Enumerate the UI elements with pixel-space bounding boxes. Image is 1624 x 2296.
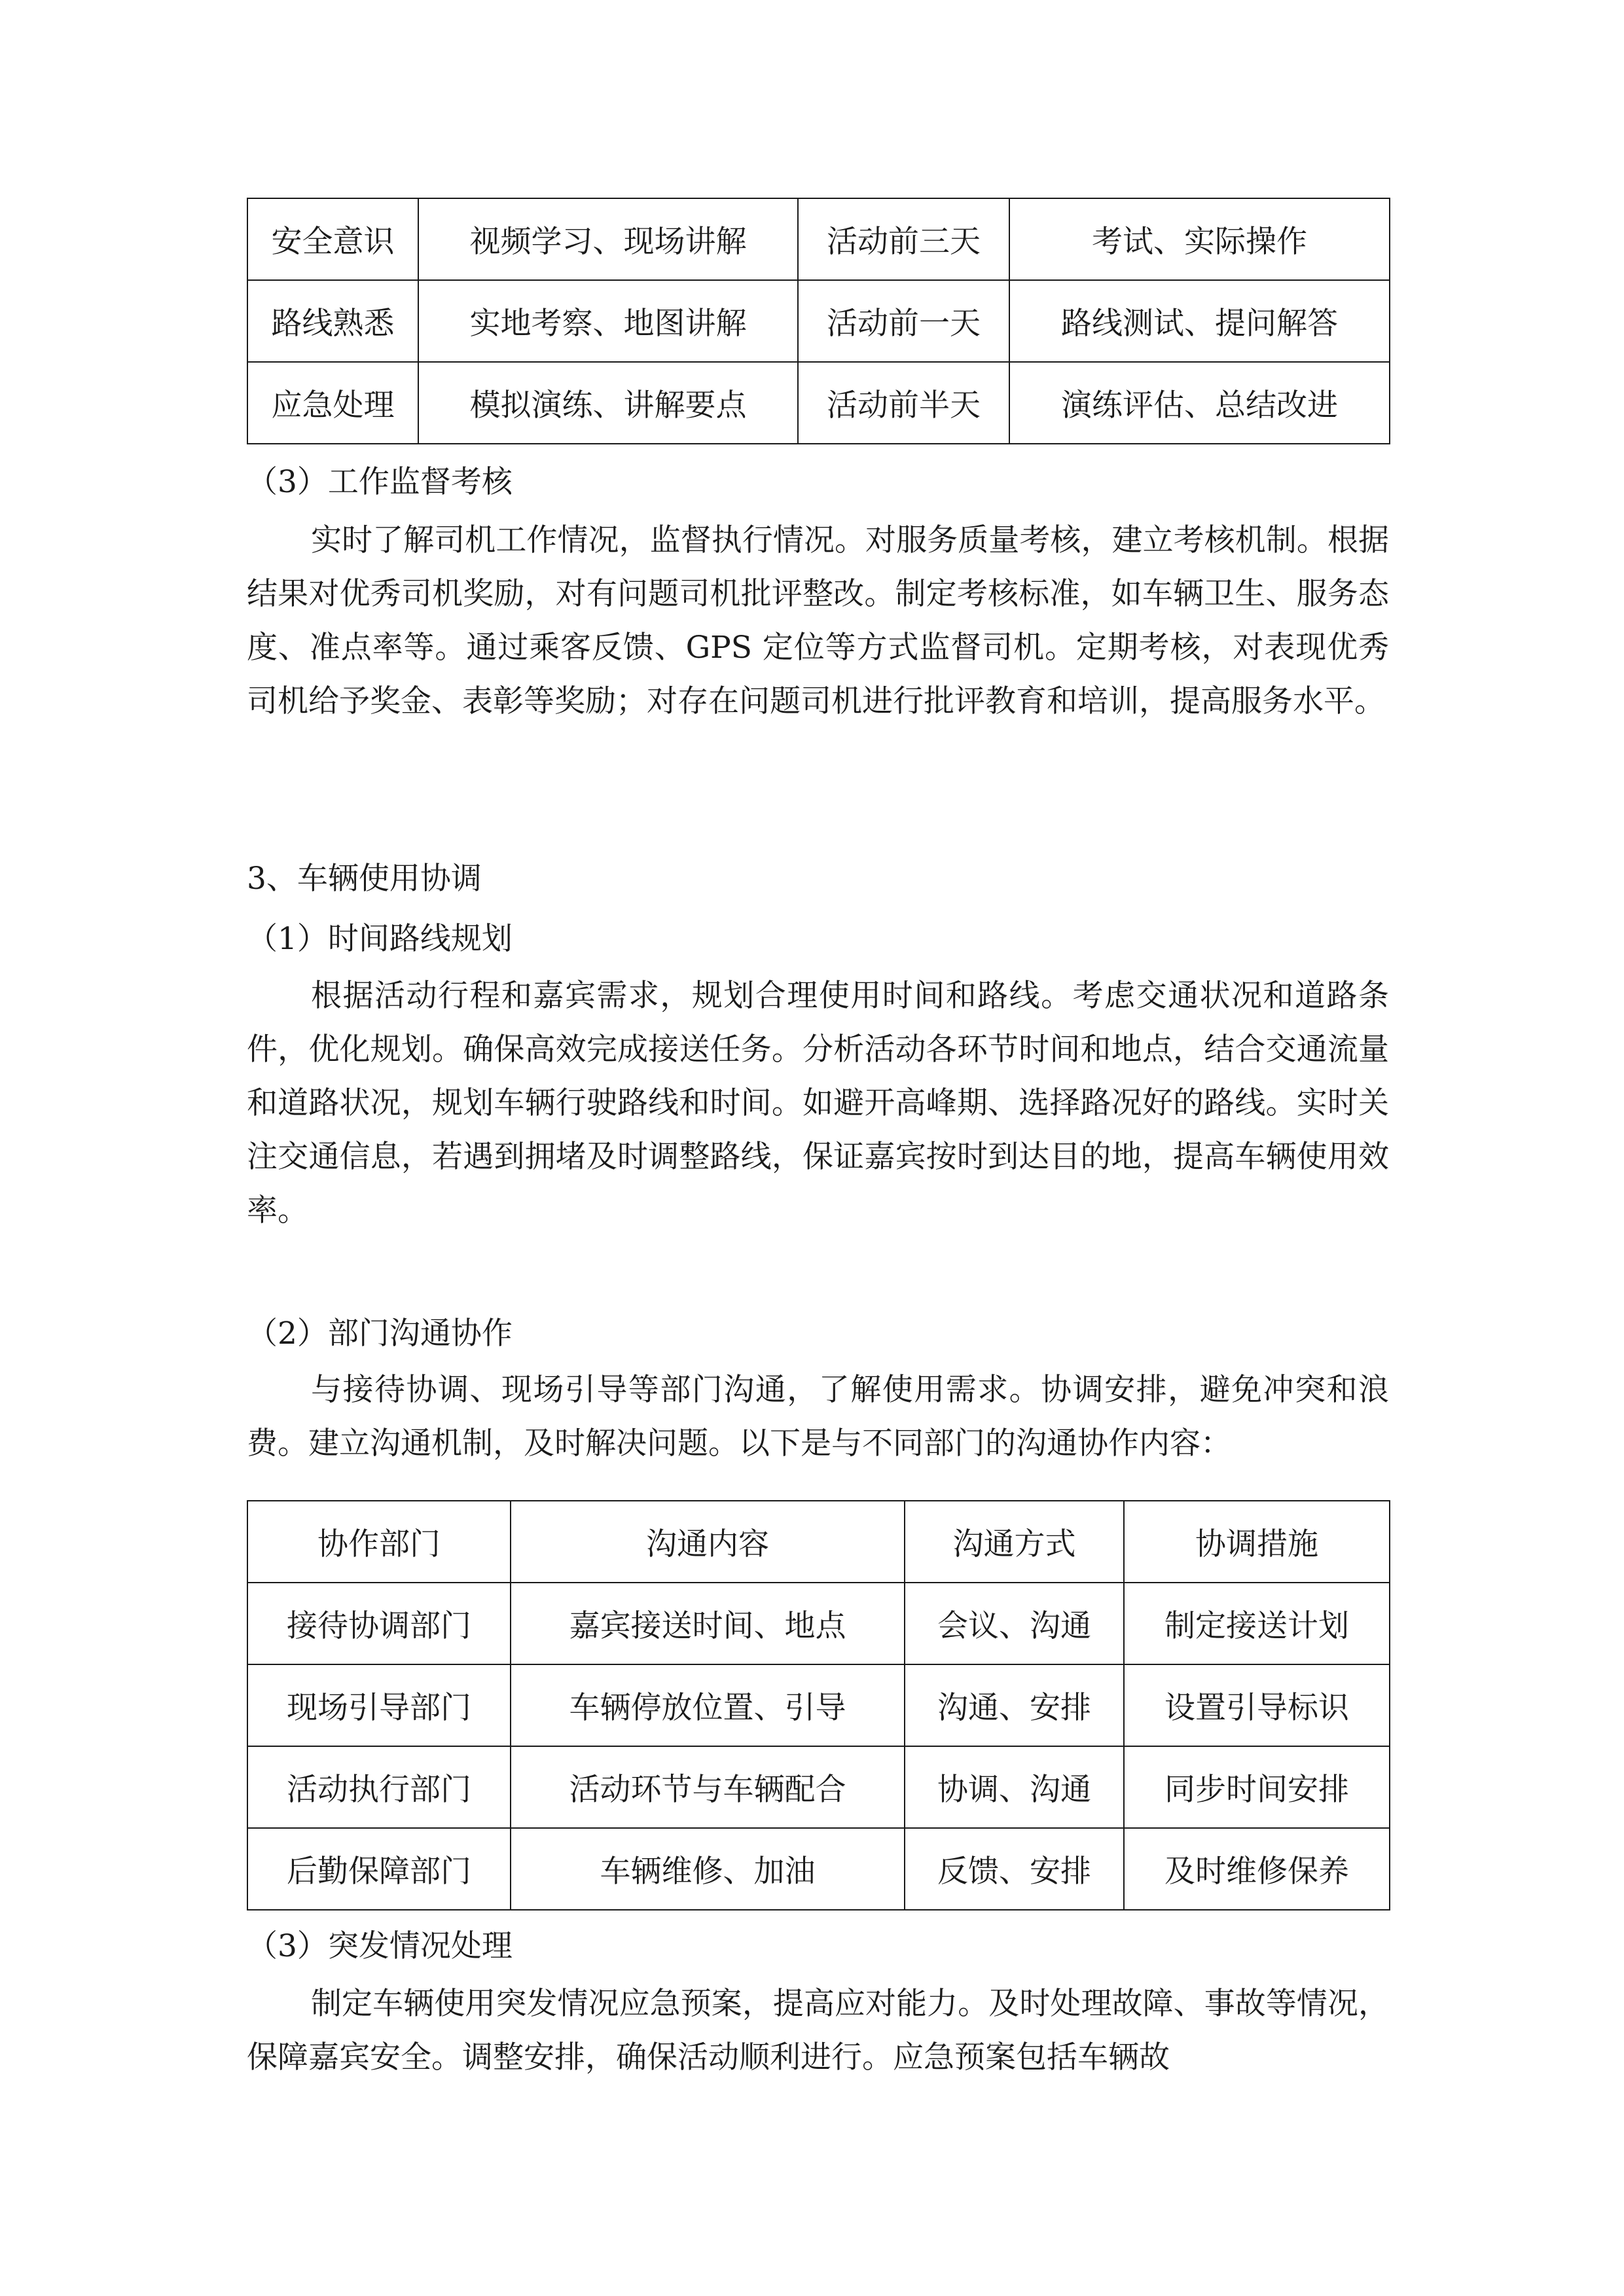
- paragraph-emergency: 制定车辆使用突发情况应急预案，提高应对能力。及时处理故障、事故等情况，保障嘉宾安全。调整安排，确保活动顺利进行。应急预案包括车辆故: [247, 1986, 1389, 2075]
- table-row: [247, 280, 1390, 362]
- table-cell: 后勤保障部门: [247, 1828, 511, 1910]
- section-heading-vehicle-coordination: 3、车辆使用协调: [247, 861, 482, 897]
- table-header-row: [247, 1501, 1390, 1583]
- table-cell: 同步时间安排: [1124, 1746, 1390, 1828]
- table-cell: 路线熟悉: [247, 280, 418, 362]
- table-cell: 模拟演练、讲解要点: [418, 362, 798, 444]
- table-cell: 活动前一天: [798, 280, 1009, 362]
- table-row: [247, 1746, 1390, 1828]
- table-row: [247, 1828, 1390, 1910]
- table-cell: 视频学习、现场讲解: [418, 198, 798, 280]
- column-header: 协作部门: [247, 1501, 511, 1583]
- table-cell: 接待协调部门: [247, 1583, 511, 1664]
- table-cell: 车辆停放位置、引导: [511, 1664, 905, 1746]
- column-header: 沟通方式: [905, 1501, 1124, 1583]
- training-table: [247, 198, 1390, 444]
- section-heading-supervision: （3）工作监督考核: [247, 464, 513, 500]
- table-cell: 应急处理: [247, 362, 418, 444]
- column-header: 协调措施: [1124, 1501, 1390, 1583]
- table-cell: 活动前半天: [798, 362, 1009, 444]
- table-cell: 嘉宾接送时间、地点: [511, 1583, 905, 1664]
- section-heading-department-communication: （2）部门沟通协作: [247, 1316, 513, 1352]
- table-cell: 制定接送计划: [1124, 1583, 1390, 1664]
- table-cell: 安全意识: [247, 198, 418, 280]
- table-row: [247, 1664, 1390, 1746]
- table-cell: 活动前三天: [798, 198, 1009, 280]
- department-table: [247, 1500, 1390, 1910]
- paragraph-supervision: 实时了解司机工作情况，监督执行情况。对服务质量考核，建立考核机制。根据结果对优秀司机奖励，对有问题司机批评整改。制定考核标准，如车辆卫生、服务态度、准点率等。通过乘客反馈、GPS 定位等方式监督司机。定期考核，对表现优秀司机给予奖金、表彰等奖励；对存在问题司机进行批评教育和培训，提高服务水平。: [247, 522, 1389, 719]
- table-cell: 沟通、安排: [905, 1664, 1124, 1746]
- table-cell: 实地考察、地图讲解: [418, 280, 798, 362]
- column-header: 沟通内容: [511, 1501, 905, 1583]
- table-cell: 协调、沟通: [905, 1746, 1124, 1828]
- table-cell: 考试、实际操作: [1009, 198, 1390, 280]
- table-cell: 设置引导标识: [1124, 1664, 1390, 1746]
- table-cell: 现场引导部门: [247, 1664, 511, 1746]
- table-cell: 会议、沟通: [905, 1583, 1124, 1664]
- table-row: [247, 362, 1390, 444]
- table-cell: 车辆维修、加油: [511, 1828, 905, 1910]
- table-cell: 活动执行部门: [247, 1746, 511, 1828]
- table-row: [247, 1583, 1390, 1664]
- table-cell: 路线测试、提问解答: [1009, 280, 1390, 362]
- paragraph-route-planning: 根据活动行程和嘉宾需求，规划合理使用时间和路线。考虑交通状况和道路条件，优化规划。确保高效完成接送任务。分析活动各环节时间和地点，结合交通流量和道路状况，规划车辆行驶路线和时间。如避开高峰期、选择路况好的路线。实时关注交通信息，若遇到拥堵及时调整路线，保证嘉宾按时到达目的地，提高车辆使用效率。: [247, 978, 1389, 1229]
- section-heading-route-planning: （1）时间路线规划: [247, 921, 513, 957]
- paragraph-department-communication: 与接待协调、现场引导等部门沟通，了解使用需求。协调安排，避免冲突和浪费。建立沟通机制，及时解决问题。以下是与不同部门的沟通协作内容：: [247, 1372, 1389, 1462]
- table-row: [247, 198, 1390, 280]
- table-cell: 反馈、安排: [905, 1828, 1124, 1910]
- section-heading-emergency: （3）突发情况处理: [247, 1928, 513, 1964]
- table-cell: 及时维修保养: [1124, 1828, 1390, 1910]
- table-cell: 活动环节与车辆配合: [511, 1746, 905, 1828]
- table-cell: 演练评估、总结改进: [1009, 362, 1390, 444]
